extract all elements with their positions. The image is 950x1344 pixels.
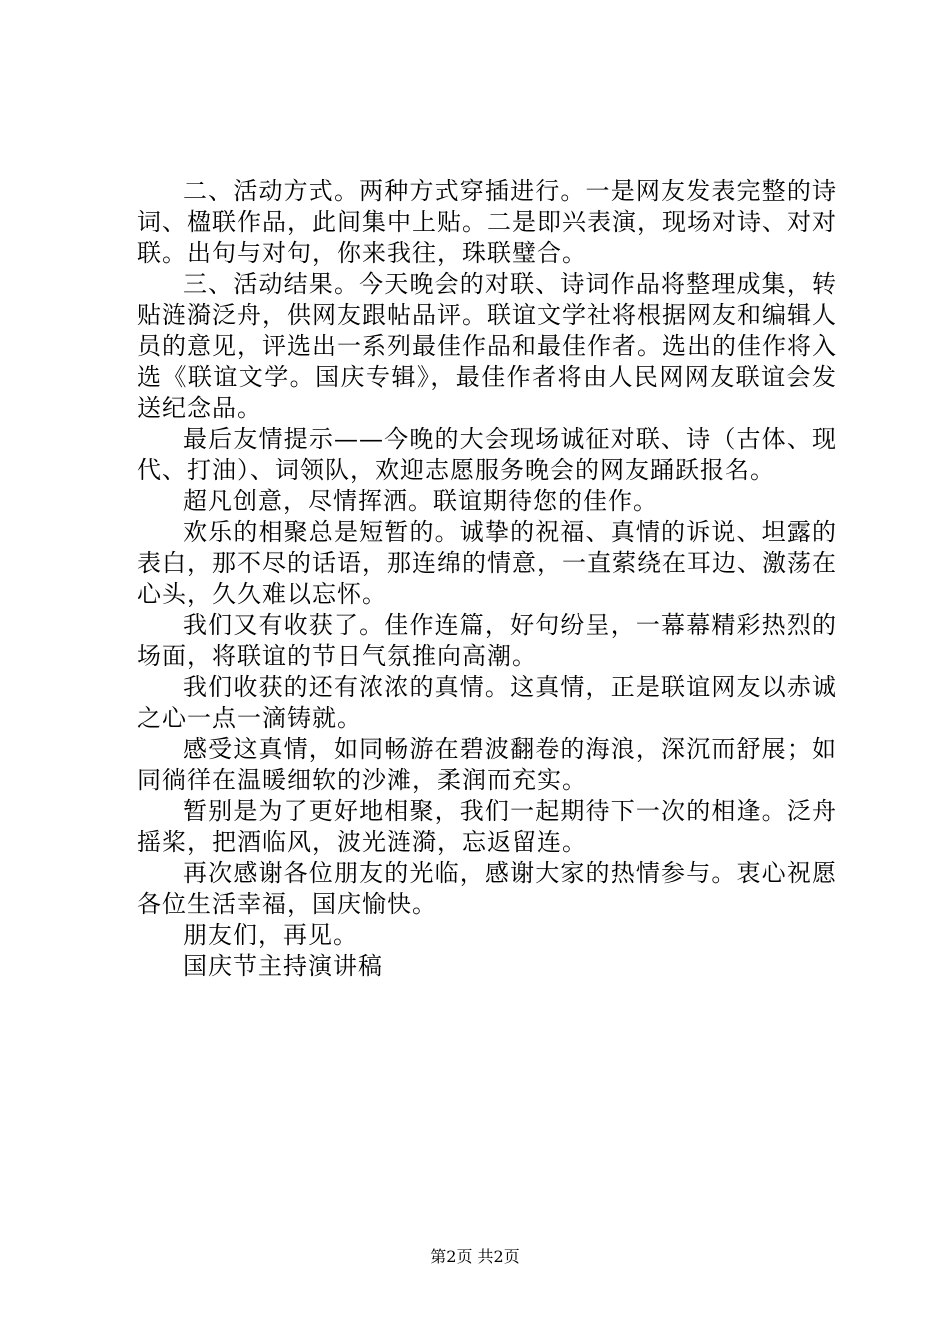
paragraph-creativity: 超凡创意，尽情挥洒。联谊期待您的佳作。 xyxy=(183,487,658,515)
paragraph-activity-method: 二、活动方式。两种方式穿插进行。一是网友发表完整的诗词、楹联作品，此间集中上贴。二是即兴表演，现场对诗、对对联。出句与对句，你来我往，珠联璧合。 xyxy=(137,177,837,267)
page-number-footer: 第2页 共2页 xyxy=(430,1247,520,1266)
paragraph-goodbye: 朋友们，再见。 xyxy=(183,921,358,949)
paragraph-gathering: 欢乐的相聚总是短暂的。诚挚的祝福、真情的诉说、坦露的表白，那不尽的话语，那连绵的情意，一直萦绕在耳边、激荡在心头，久久难以忘怀。 xyxy=(137,518,837,608)
paragraph-harvest: 我们又有收获了。佳作连篇，好句纷呈，一幕幕精彩热烈的场面，将联谊的节日气氛推向高潮。 xyxy=(137,611,837,670)
paragraph-sincerity: 我们收获的还有浓浓的真情。这真情，正是联谊网友以赤诚之心一点一滴铸就。 xyxy=(137,673,837,732)
paragraph-thanks: 再次感谢各位朋友的光临，感谢大家的热情参与。衷心祝愿各位生活幸福，国庆愉快。 xyxy=(137,859,837,918)
paragraph-document-title: 国庆节主持演讲稿 xyxy=(183,952,383,980)
paragraph-farewell: 暂别是为了更好地相聚，我们一起期待下一次的相逢。泛舟摇桨，把酒临风，波光涟漪，忘返留连。 xyxy=(137,797,837,856)
paragraph-friendly-reminder: 最后友情提示——今晚的大会现场诚征对联、诗（古体、现代、打油）、词领队，欢迎志愿服务晚会的网友踊跃报名。 xyxy=(137,425,837,484)
document-body xyxy=(137,176,837,982)
paragraph-activity-result: 三、活动结果。今天晚会的对联、诗词作品将整理成集，转贴涟漪泛舟，供网友跟帖品评。联谊文学社将根据网友和编辑人员的意见，评选出一系列最佳作品和最佳作者。选出的佳作将入选《联谊文学。国庆专辑》，最佳作者将由人民网网友联谊会发送纪念品。 xyxy=(137,270,837,422)
paragraph-feeling: 感受这真情，如同畅游在碧波翻卷的海浪，深沉而舒展；如同徜徉在温暖细软的沙滩，柔润而充实。 xyxy=(137,735,837,794)
